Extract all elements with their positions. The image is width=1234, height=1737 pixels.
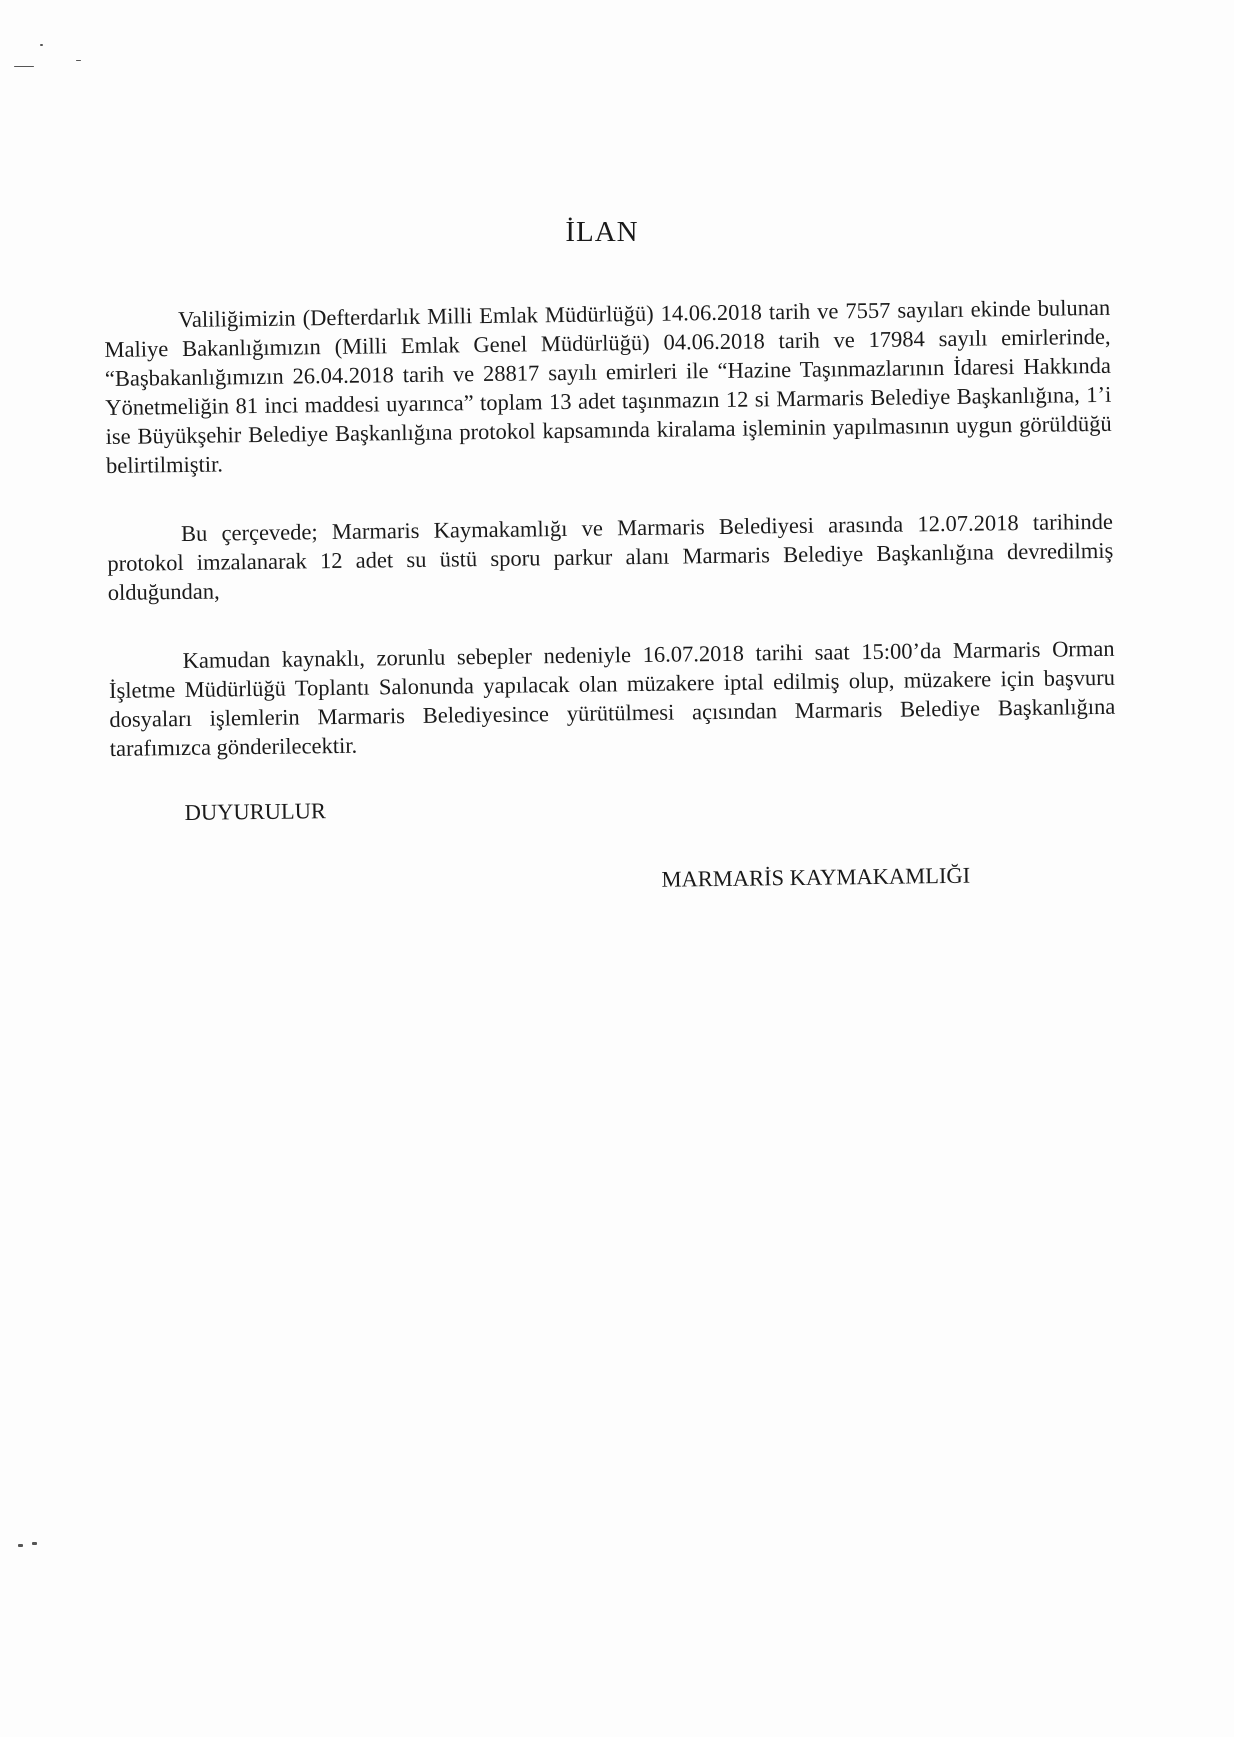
scan-speck: [14, 66, 34, 67]
signature-authority: MARMARİS KAYMAKAMLIĞI: [661, 862, 971, 892]
closing-announcement: DUYURULUR: [184, 798, 327, 825]
scan-speck: [32, 1542, 37, 1545]
scan-speck: [40, 44, 43, 46]
paragraph-2: Bu çerçevede; Marmaris Kaymakamlığı ve Marmaris Belediyesi arasında 12.07.2018 tarihinde protokol imzalanarak 12 adet su üstü sporu parkur alanı Marmaris Belediye Başkanlığına devredilmiş olduğundan,: [107, 508, 1114, 605]
paragraph-3: Kamudan kaynaklı, zorunlu sebepler nedeniyle 16.07.2018 tarihi saat 15:00’da Marmaris Orman İşletme Müdürlüğü Toplantı Salonunda yapılacak olan müzakere iptal edilmiş olup, müzakere için başvuru dosyaları işlemlerin Marmaris Belediyesince yürütülmesi açısından Marmaris Belediye Başkanlığına tarafımızca gönderilecektir.: [108, 635, 1116, 761]
scan-speck: [18, 1544, 23, 1547]
scan-speck: [76, 60, 81, 61]
document-title: İLAN: [565, 216, 639, 248]
document-body: [104, 293, 1118, 901]
paragraph-1: Valiliğimizin (Defterdarlık Milli Emlak Müdürlüğü) 14.06.2018 tarih ve 7557 sayıları ekinde bulunan Maliye Bakanlığımızın (Milli Emlak Genel Müdürlüğü) 04.06.2018 tarih ve 17984 sayılı emirlerinde, “Başbakanlığımızın 26.04.2018 tarih ve 28817 sayılı emirleri ile “Hazine Taşınmazlarının İdaresi Hakkında Yönetmeliğin 81 inci maddesi uyarınca” toplam 13 adet taşınmazın 12 si Marmaris Belediye Başkanlığına, 1’i ise Büyükşehir Belediye Başkanlığına protokol kapsamında kiralama işleminin yapılmasının uygun görüldüğü belirtilmiştir.: [104, 294, 1112, 478]
